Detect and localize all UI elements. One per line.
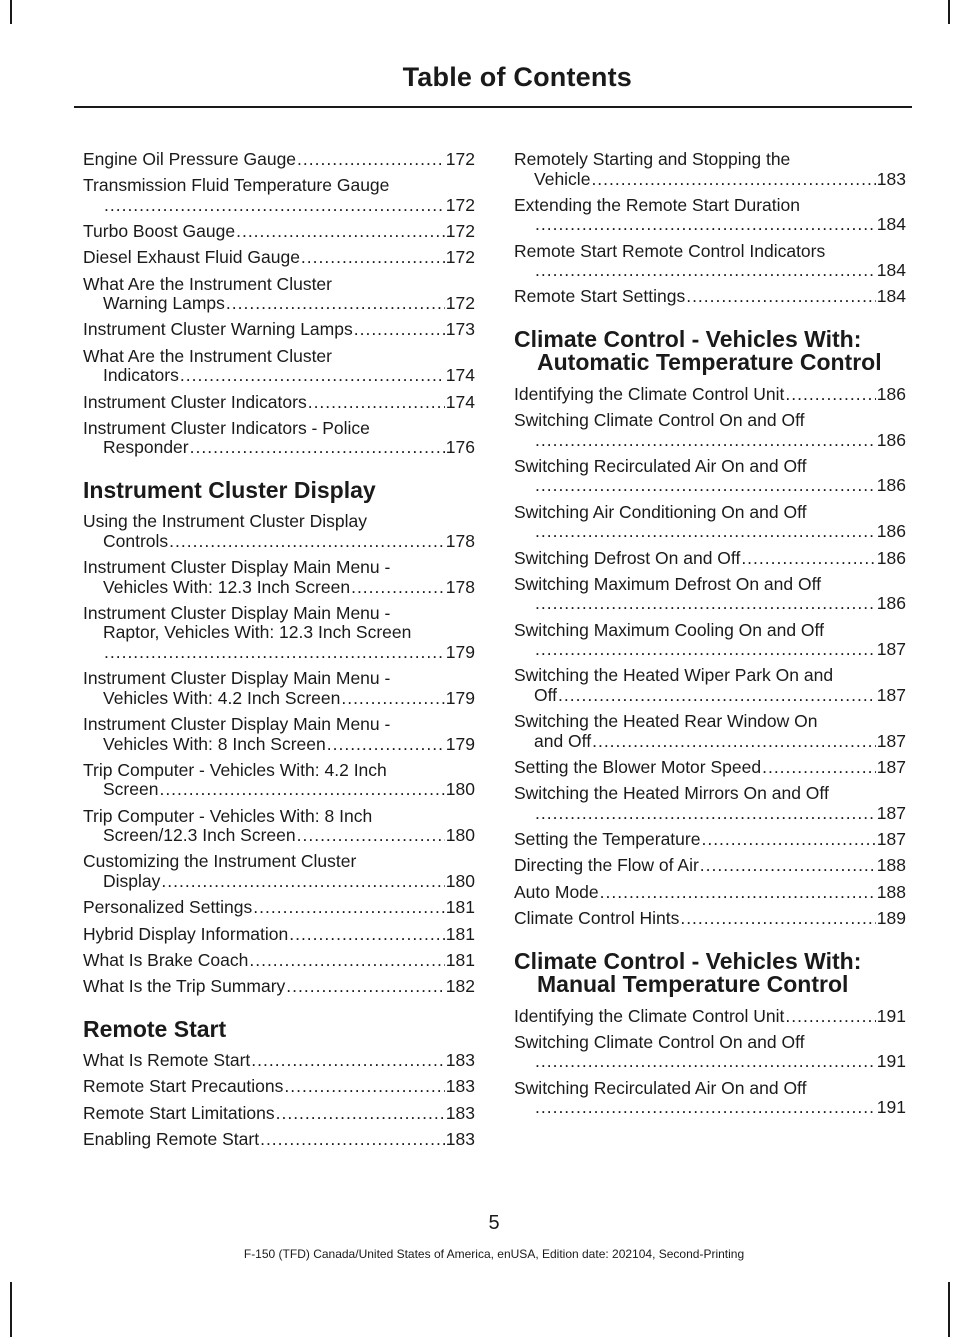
toc-entry-title: Off <box>534 684 558 705</box>
toc-entry[interactable] <box>83 1077 475 1097</box>
toc-page-number: 176 <box>445 437 475 458</box>
toc-column-right <box>514 150 906 1124</box>
toc-entry[interactable] <box>83 320 475 340</box>
dot-leader <box>308 393 445 413</box>
toc-entry-title: Diesel Exhaust Fluid Gauge <box>83 247 300 268</box>
toc-entry-title: Screen/12.3 Inch Screen <box>103 825 296 846</box>
dot-leader <box>591 170 875 190</box>
toc-page-number: 180 <box>445 870 475 891</box>
toc-entry[interactable] <box>514 196 906 235</box>
toc-entry-title: Hybrid Display Information <box>83 923 289 944</box>
toc-entry[interactable] <box>83 604 475 663</box>
toc-entry-title: Responder <box>103 437 189 458</box>
toc-entry-title: Enabling Remote Start <box>83 1129 260 1150</box>
toc-entry[interactable] <box>83 419 475 458</box>
dot-leader <box>249 951 444 971</box>
dot-leader <box>535 476 876 496</box>
section-heading: Climate Control - Vehicles With: Manual Temperature Control <box>514 947 862 998</box>
toc-page-number: 172 <box>445 149 475 169</box>
toc-entry[interactable] <box>83 977 475 997</box>
toc-page-number: 186 <box>876 521 906 542</box>
toc-entry[interactable] <box>514 457 906 496</box>
toc-entry[interactable] <box>514 150 906 189</box>
dot-leader <box>159 780 444 800</box>
dot-leader <box>251 1051 445 1071</box>
toc-entry[interactable] <box>514 712 906 751</box>
toc-page-number: 186 <box>876 383 906 404</box>
toc-page-number: 181 <box>445 949 475 970</box>
toc-entry-title: Instrument Cluster Indicators - Police <box>83 417 370 438</box>
toc-page-number: 191 <box>876 1005 906 1026</box>
toc-entry[interactable] <box>514 856 906 876</box>
dot-leader <box>260 1130 445 1150</box>
dot-leader <box>785 385 875 405</box>
toc-page-number: 191 <box>876 1051 906 1072</box>
toc-entry[interactable] <box>83 248 475 268</box>
toc-page-number: 174 <box>445 365 475 386</box>
dot-leader <box>762 758 876 778</box>
toc-page-number: 180 <box>445 825 475 846</box>
toc-entry[interactable] <box>83 222 475 242</box>
toc-entry[interactable] <box>83 512 475 551</box>
toc-entry[interactable] <box>83 898 475 918</box>
toc-entry[interactable] <box>514 784 906 823</box>
dot-leader <box>535 1098 876 1118</box>
toc-entry[interactable] <box>83 852 475 891</box>
toc-entry[interactable] <box>514 883 906 903</box>
toc-page-number: 180 <box>445 779 475 800</box>
toc-page-number: 184 <box>876 286 906 307</box>
dot-leader <box>535 431 876 451</box>
toc-entry-title: Switching the Heated Wiper Park On and <box>514 665 834 686</box>
toc-entry-title: Remote Start Limitations <box>83 1102 275 1123</box>
dot-leader <box>700 856 876 876</box>
toc-page-number: 172 <box>445 247 475 268</box>
toc-entry[interactable] <box>83 807 475 846</box>
toc-entry[interactable] <box>83 1130 475 1150</box>
dot-leader <box>686 287 876 307</box>
toc-entry-title: Indicators <box>103 365 179 386</box>
toc-entry-title: Setting the Blower Motor Speed <box>514 757 762 778</box>
toc-entry-title: Instrument Cluster Indicators <box>83 391 307 412</box>
toc-entry-title: Vehicles With: 12.3 Inch Screen <box>103 576 351 597</box>
dot-leader <box>558 686 876 706</box>
toc-entry[interactable] <box>83 1104 475 1124</box>
toc-page-number: 187 <box>876 802 906 823</box>
toc-entry-title: Remotely Starting and Stopping the <box>514 149 791 169</box>
toc-entry-title: Using the Instrument Cluster Display <box>83 511 367 532</box>
dot-leader <box>535 640 876 660</box>
dot-leader <box>535 1052 876 1072</box>
dot-leader <box>297 150 445 170</box>
toc-entry-title: Switching Climate Control On and Off <box>514 410 805 431</box>
toc-page-number: 186 <box>876 475 906 496</box>
toc-entry[interactable] <box>514 1033 906 1072</box>
toc-page-number: 178 <box>445 530 475 551</box>
toc-page-number: 172 <box>445 293 475 314</box>
toc-entry-title: Trip Computer - Vehicles With: 8 Inch <box>83 805 373 826</box>
toc-entry[interactable] <box>83 669 475 708</box>
toc-entry[interactable] <box>514 758 906 778</box>
toc-entry-title: Switching the Heated Rear Window On <box>514 711 818 732</box>
dot-leader <box>341 689 444 709</box>
toc-entry[interactable] <box>514 1007 906 1027</box>
toc-page-number: 179 <box>445 733 475 754</box>
toc-entry-title: What Are the Instrument Cluster <box>83 345 332 366</box>
toc-entry-title: Directing the Flow of Air <box>514 855 699 876</box>
dot-leader <box>161 872 444 892</box>
dot-leader <box>236 222 445 242</box>
toc-entry[interactable] <box>83 150 475 170</box>
toc-entry[interactable] <box>514 1079 906 1118</box>
toc-entry[interactable] <box>514 287 906 307</box>
dot-leader <box>180 366 445 386</box>
toc-entry[interactable] <box>83 951 475 971</box>
toc-entry-title: and Off <box>534 730 592 751</box>
toc-entry[interactable] <box>83 176 475 215</box>
toc-page-number: 186 <box>876 547 906 568</box>
toc-entry-title: Switching Maximum Cooling On and Off <box>514 619 824 640</box>
toc-entry-title: Vehicle <box>534 168 591 189</box>
toc-entry-title: Identifying the Climate Control Unit <box>514 383 785 404</box>
header-rule <box>74 106 912 108</box>
toc-entry-title: What Are the Instrument Cluster <box>83 273 332 294</box>
toc-entry-title: Remote Start Remote Control Indicators <box>514 240 826 261</box>
toc-entry[interactable] <box>514 666 906 705</box>
toc-entry-title: Customizing the Instrument Cluster <box>83 851 357 872</box>
toc-page-number: 183 <box>445 1129 475 1150</box>
toc-page-number: 172 <box>445 194 475 215</box>
dot-leader <box>535 522 876 542</box>
toc-entry-title: What Is Brake Coach <box>83 949 249 970</box>
toc-entry-title: Controls <box>103 530 169 551</box>
toc-page-number: 179 <box>445 641 475 662</box>
toc-page-number: 188 <box>876 855 906 876</box>
toc-entry-title: Climate Control Hints <box>514 908 680 929</box>
toc-page-number: 183 <box>445 1050 475 1071</box>
toc-page-number: 187 <box>876 757 906 778</box>
footer-edition: F-150 (TFD) Canada/United States of America, enUSA, Edition date: 202104, Second-Printing <box>243 1247 745 1261</box>
crop-mark-top-left <box>10 0 12 24</box>
toc-entry-title: Display <box>103 870 161 891</box>
dot-leader <box>592 732 876 752</box>
dot-leader <box>297 826 445 846</box>
toc-entry-title: Auto Mode <box>514 881 599 902</box>
dot-leader <box>104 643 445 663</box>
toc-entry[interactable] <box>83 393 475 413</box>
toc-entry-title: Instrument Cluster Display Main Menu - <box>83 668 391 689</box>
toc-entry-title: Screen <box>103 779 159 800</box>
toc-entry-title: Raptor, Vehicles With: 12.3 Inch Screen <box>103 622 412 643</box>
toc-entry-title: Switching Air Conditioning On and Off <box>514 501 807 522</box>
crop-mark-top-right <box>948 0 950 24</box>
toc-entry[interactable] <box>514 830 906 850</box>
toc-entry-title: Personalized Settings <box>83 897 253 918</box>
toc-entry[interactable] <box>514 549 906 569</box>
toc-page-number: 191 <box>876 1097 906 1118</box>
toc-entry[interactable] <box>83 761 475 800</box>
dot-leader <box>600 883 876 903</box>
dot-leader <box>169 532 445 552</box>
toc-entry-title: Vehicles With: 4.2 Inch Screen <box>103 687 341 708</box>
toc-entry-title: What Is the Trip Summary <box>83 976 286 997</box>
toc-page-number: 186 <box>876 593 906 614</box>
toc-entry-title: Switching Climate Control On and Off <box>514 1031 805 1052</box>
toc-entry-title: Setting the Temperature <box>514 829 701 850</box>
toc-page-number: 187 <box>876 730 906 751</box>
crop-mark-bottom-right <box>948 1282 950 1337</box>
toc-entry-title: Switching Recirculated Air On and Off <box>514 1077 807 1098</box>
toc-entry-title: Vehicles With: 8 Inch Screen <box>103 733 326 754</box>
dot-leader <box>354 320 445 340</box>
toc-page-number: 188 <box>876 881 906 902</box>
toc-entry[interactable] <box>514 385 906 405</box>
toc-entry-title: Trip Computer - Vehicles With: 4.2 Inch <box>83 759 387 780</box>
dot-leader <box>351 578 445 598</box>
dot-leader <box>535 594 876 614</box>
dot-leader <box>253 898 445 918</box>
toc-page-number: 184 <box>876 214 906 235</box>
toc-page-number: 189 <box>876 908 906 929</box>
toc-page-number: 179 <box>445 687 475 708</box>
toc-entry-title: Switching Maximum Defrost On and Off <box>514 573 822 594</box>
toc-page-number: 182 <box>445 976 475 997</box>
toc-page-number: 183 <box>445 1102 475 1123</box>
dot-leader <box>190 438 445 458</box>
dot-leader <box>301 248 445 268</box>
toc-entry-title: Turbo Boost Gauge <box>83 221 236 242</box>
section-heading: Remote Start <box>83 1015 227 1042</box>
toc-entry[interactable] <box>83 715 475 754</box>
toc-entry[interactable] <box>83 558 475 597</box>
toc-entry[interactable] <box>83 347 475 386</box>
dot-leader <box>535 804 876 824</box>
toc-entry-title: Switching Defrost On and Off <box>514 547 741 568</box>
page-title: Table of Contents <box>402 62 632 92</box>
dot-leader <box>276 1104 445 1124</box>
toc-page-number: 187 <box>876 829 906 850</box>
toc-page-number: 183 <box>876 168 906 189</box>
toc-entry-title: Engine Oil Pressure Gauge <box>83 149 297 169</box>
dot-leader <box>535 261 876 281</box>
toc-entry-title: Warning Lamps <box>103 293 225 314</box>
section-heading: Instrument Cluster Display <box>83 476 376 503</box>
toc-page-number: 184 <box>876 260 906 281</box>
crop-mark-bottom-left <box>10 1282 12 1337</box>
page-number: 5 <box>488 1212 500 1234</box>
toc-entry[interactable] <box>83 1051 475 1071</box>
section-heading: Climate Control - Vehicles With: Automatic Temperature Control <box>514 325 882 376</box>
toc-entry[interactable] <box>83 925 475 945</box>
toc-entry-title: Switching the Heated Mirrors On and Off <box>514 783 829 804</box>
toc-page-number: 181 <box>445 923 475 944</box>
toc-entry[interactable] <box>83 275 475 314</box>
toc-page-number: 181 <box>445 897 475 918</box>
dot-leader <box>284 1077 444 1097</box>
toc-entry[interactable] <box>514 575 906 614</box>
toc-entry[interactable] <box>514 909 906 929</box>
dot-leader <box>535 215 876 235</box>
toc-entry-title: Transmission Fluid Temperature Gauge <box>83 175 390 196</box>
toc-entry-title: Identifying the Climate Control Unit <box>514 1005 785 1026</box>
toc-page-number: 187 <box>876 684 906 705</box>
toc-entry[interactable] <box>514 242 906 281</box>
toc-entry-title: Instrument Cluster Display Main Menu - <box>83 714 391 735</box>
toc-entry-title: Extending the Remote Start Duration <box>514 194 800 215</box>
toc-page-number: 186 <box>876 429 906 450</box>
toc-entry-title: Remote Start Precautions <box>83 1076 284 1097</box>
toc-page-number: 172 <box>445 221 475 242</box>
toc-page-number: 187 <box>876 639 906 660</box>
toc-entry-title: Instrument Cluster Warning Lamps <box>83 319 353 340</box>
toc-column-left <box>83 150 475 1156</box>
dot-leader <box>701 830 875 850</box>
toc-entry-title: Switching Recirculated Air On and Off <box>514 455 807 476</box>
toc-page-number: 174 <box>445 391 475 412</box>
dot-leader <box>785 1007 875 1027</box>
toc-entry-title: Instrument Cluster Display Main Menu - <box>83 602 391 623</box>
toc-entry[interactable] <box>514 621 906 660</box>
toc-entry-title: Remote Start Settings <box>514 286 686 307</box>
toc-entry-title: Instrument Cluster Display Main Menu - <box>83 557 391 578</box>
dot-leader <box>226 294 445 314</box>
dot-leader <box>680 909 875 929</box>
toc-entry-title: What Is Remote Start <box>83 1050 251 1071</box>
toc-page-number: 173 <box>445 319 475 340</box>
dot-leader <box>327 735 445 755</box>
dot-leader <box>104 196 445 216</box>
dot-leader <box>741 549 875 569</box>
toc-entry[interactable] <box>514 503 906 542</box>
dot-leader <box>286 977 445 997</box>
dot-leader <box>289 925 445 945</box>
toc-page-number: 183 <box>445 1076 475 1097</box>
toc-entry[interactable] <box>514 411 906 450</box>
toc-page-number: 178 <box>445 576 475 597</box>
